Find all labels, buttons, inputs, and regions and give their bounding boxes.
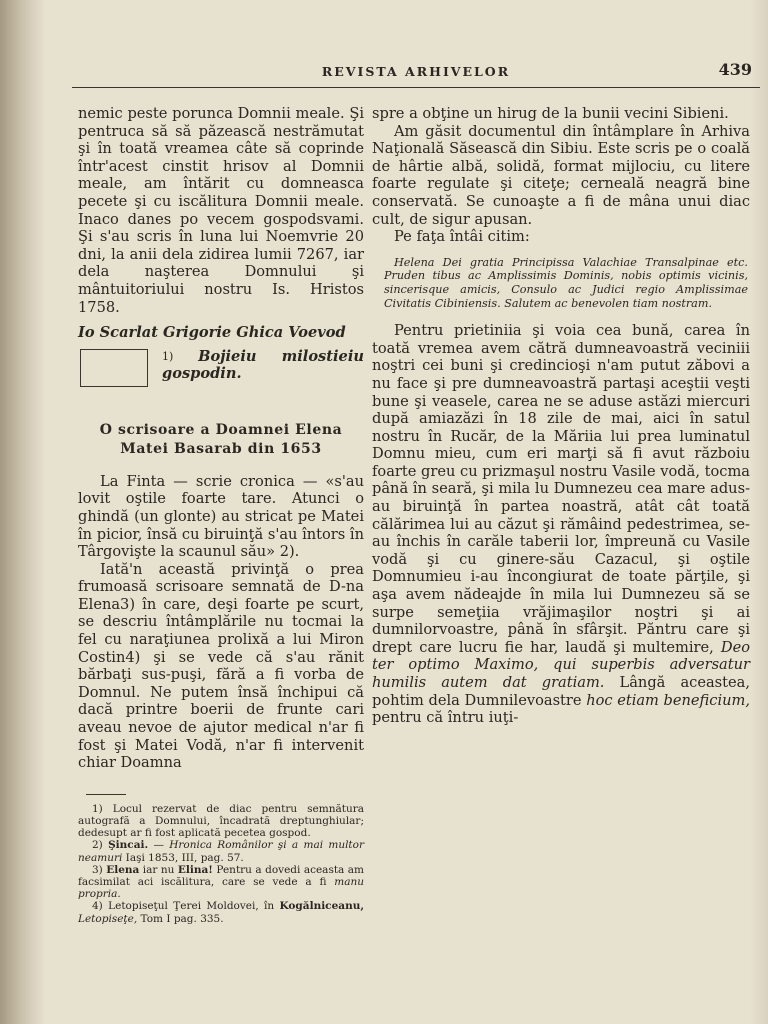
letter-text-end: pentru că întru iuţi- <box>372 709 519 727</box>
book-binding-shadow <box>0 0 46 1024</box>
voevod-signature: Io Scarlat Grigorie Ghica Voevod <box>78 324 346 342</box>
footnote-3-name-1: Elena <box>106 863 140 876</box>
right-paragraph-3: Pe faţa întâi citim: <box>394 228 530 246</box>
footnote-2-work: Hronica Românilor şi a mai multor neamuri <box>78 839 364 864</box>
footnote-3-name-2: Elina! <box>177 863 213 876</box>
footnote-2-dash: — <box>148 839 170 852</box>
footnote-3 <box>78 864 364 901</box>
latin-address-quote: Helena Dei gratia Principissa Valachiae Transalpinae etc. Pruden tibus ac Amplissimis Dominis, nobis optimis vicinis, sincerisque amicis, Consulo ac Judici regio Amplissimae Civitatis Cibiniensis. Salutem ac benevolen tiam nostram. <box>384 255 748 310</box>
footnote-3-mid: iar nu <box>139 863 178 876</box>
seal-text <box>162 348 364 383</box>
footnote-rule <box>86 794 126 795</box>
footnote-4-work: Letopiseţe, <box>78 912 138 925</box>
section-title-line-1: O scrisoare a Doamnei Elena <box>99 421 343 438</box>
footnote-4-rest: Tom I pag. 335. <box>137 912 224 925</box>
footnote-3-italic: manu propria. <box>78 876 364 901</box>
page-number: 439 <box>718 60 752 79</box>
footnote-1-mark: 1) <box>92 802 103 815</box>
right-paragraph-4 <box>372 322 750 727</box>
footnote-2-rest: Iaşi 1853, III, pag. 57. <box>122 851 244 864</box>
footnote-2 <box>78 839 364 863</box>
footnote-2-mark: 2) <box>92 839 103 852</box>
footnote-1 <box>78 803 364 840</box>
footnote-4-mark: 4) <box>92 900 103 913</box>
right-column <box>372 105 750 727</box>
section-title-line-2: Matei Basarab din 1653 <box>120 440 322 457</box>
seal-note-mark: 1) <box>162 349 174 363</box>
footnote-4-author: Kogălniceanu, <box>279 900 364 913</box>
left-column <box>78 105 364 925</box>
header-rule <box>72 87 760 88</box>
section-title <box>78 421 364 459</box>
footnote-4-text: Letopiseţul Ţerei Moldovei, în <box>108 900 280 913</box>
page-header <box>72 60 760 86</box>
running-title: REVISTA ARHIVELOR <box>321 64 511 79</box>
right-paragraph-2: Am găsit documentul din întâmplare în Arhiva Naţională Săsească din Sibiu. Este scris pe o coală de hârtie albă, solidă, format mijlociu, cu litere foarte regulate şi citeţe; cerneală neagră bine conservată. Se cunoaşte a fi de mâna unui diac cult, de sigur apusan. <box>372 122 750 228</box>
signature-placeholder-box <box>80 349 148 387</box>
right-paragraph-1: spre a obţine un hirug de la bunii vecini Sibieni. <box>372 105 729 122</box>
footnote-4 <box>78 900 364 924</box>
footnote-1-text: Locul rezervat de diac pentru semnătura autografă a Domnului, încadrată dreptunghiular; dedesupt ar fi fost aplicată pecetea gospod. <box>78 802 364 840</box>
letter-text: Pentru prietiniia şi voia cea bună, carea în toată vremea avem cătră dumneavoastră veciniii noştri cei buni şi credincioşi n'am putut zăbovi a nu face şi pre dumneavoastră partaşi aceştii veşti bune şi veasele, carea ne se aduse astăzi miercuri după amiazăzi în 18 zile de mai, aici în satul nostru în Rucăr, de la Măriia lui prea luminatul Domnu mieu, cum eri marţi să fi avut războiu foarte greu cu prizmaşul nostru Vasile vodă, tocma până în seară, şi mila lu Dumnezeu cea mare adus-au biruinţă în partea noastră, atât cât toată călărimea lui au căzut şi rămâind pedestrimea, se-au închis în carăle taberii lor, împreună cu Vasile vodă şi cu ginere-său Cazacul, şi oştile Domnumieu i-au încongiurat de toate părţile, şi aşa avem nădeajde în mila lui Dumnezeu să se surpe semeţiia vrăjimaşilor noştri şi ai dumnilorvoastre, până în sfârşit. Păntru care şi drept care lucru fie har, laudă şi multemire, <box>372 322 750 656</box>
page-edge-shadow <box>750 0 768 1024</box>
left-paragraph-2: La Finta — scrie cronica — «s'au lovit oştile foarte tare. Atunci o ghindă (un glonte) au stricat pe Matei în picior, însă cu biruinţă s'au întors în Târgovişte la scaunul său» 2). <box>78 472 364 561</box>
latin-phrase-2: hoc etiam beneficium, <box>586 691 751 709</box>
left-paragraph-3: Iată'n această privinţă o prea frumoasă scrisoare semnată de D-na Elena3) în care, deşi foarte pe scurt, se descriu întâmplările nu tocmai la fel cu naraţiunea prolixă a lui Miron Costin4) şi se vede că s'au rănit bărbaţi sus-puşi, fără a fi vorba de Domnul. Ne putem însă închipui că dacă printre boerii de frunte cari aveau nevoe de ajutor medical n'ar fi fost şi Matei Vodă, n'ar fi intervenit chiar Doamna <box>78 560 364 772</box>
seal-inscription: Bojieiu milostieiu gospodin. <box>162 347 364 383</box>
footnote-2-author: Şincai. <box>108 839 149 852</box>
footnote-3-mark: 3) <box>92 863 103 876</box>
footnote-3-rest: Pentru a dovedi aceasta am facsimilat aci iscălitura, care se vede a fi <box>78 863 364 889</box>
seal-row <box>78 348 364 387</box>
left-paragraph-1: nemic peste porunca Domnii meale. Şi pentruca să să păzească nestrămutat şi în toată vreamea câte să coprinde într'acest cinstit hrisov al Domnii meale, am întărit cu domneasca pecete şi cu iscălitura Domnii meale. Inaco danes po vecem gospodsvami. Şi s'au scris în luna lui Noemvrie 20 dni, la anii dela zidirea lumii 7267, iar dela naşterea Domnului şi mântuitoriului nostru Is. Hristos 1758. <box>78 105 364 316</box>
letter-text-mid: Lângă aceastea, pohtim dela Dumnilevoastre <box>372 674 750 709</box>
latin-phrase-1: Deo ter optimo Maximo, qui superbis adversatur humilis autem dat gratiam. <box>372 638 750 691</box>
